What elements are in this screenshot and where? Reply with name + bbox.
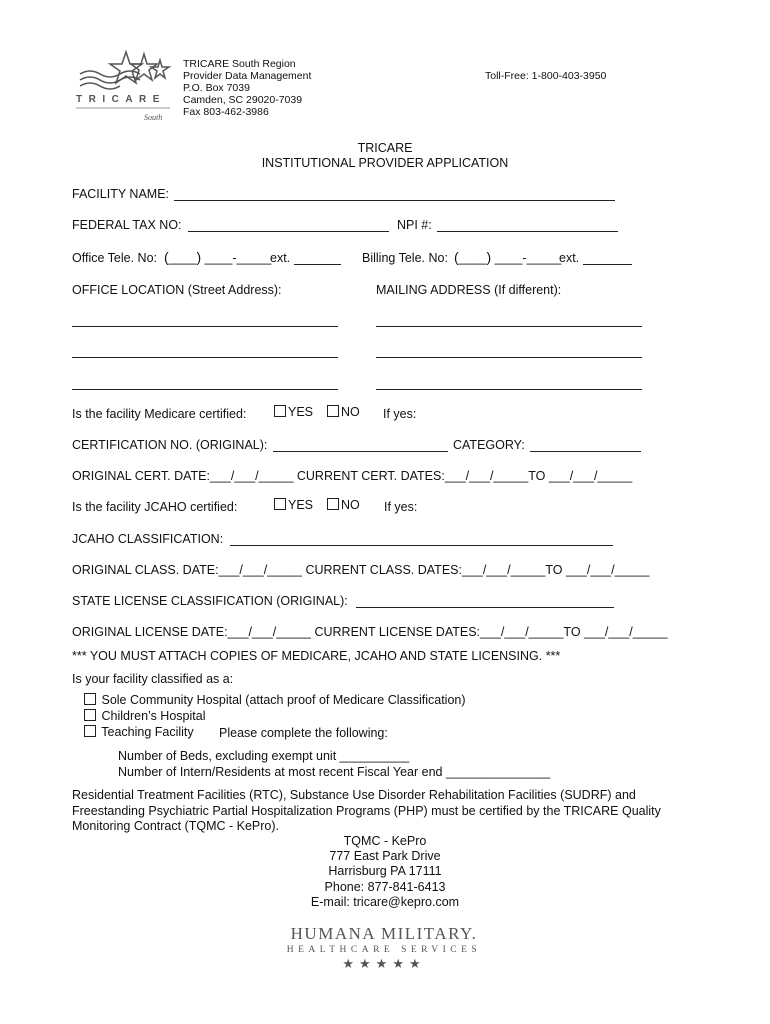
office-address-line[interactable] <box>72 357 338 358</box>
classified-question: Is your facility classified as a: <box>72 672 234 686</box>
brand-line2: HEALTHCARE SERVICES <box>286 945 482 955</box>
billing-tele-label: Billing Tele. No: <box>362 251 448 265</box>
checkbox[interactable] <box>84 709 96 721</box>
option-childrens-hospital[interactable]: Children’s Hospital <box>84 709 205 723</box>
cert-no-label: CERTIFICATION NO. (ORIGINAL): <box>72 438 268 452</box>
facility-name-label: FACILITY NAME: <box>72 187 170 201</box>
npi-field[interactable] <box>437 231 618 232</box>
contact-city: Harrisburg PA 17111 <box>328 864 442 879</box>
mailing-address-line[interactable] <box>376 326 642 327</box>
return-address <box>183 58 311 118</box>
humana-military-logo <box>284 924 484 972</box>
jcaho-class-label: JCAHO CLASSIFICATION: <box>72 532 224 546</box>
federal-tax-label: FEDERAL TAX NO: <box>72 218 182 232</box>
cert-no-field[interactable] <box>273 451 448 452</box>
attach-notice: *** YOU MUST ATTACH COPIES OF MEDICARE, JCAHO AND STATE LICENSING. *** <box>72 649 561 663</box>
certification-paragraph: Residential Treatment Facilities (RTC), Substance Use Disorder Rehabilitation Facilities (SUDRF) and Freestanding Psychiatric Partial Hospitalization Programs (PHP) must be certified by the TRICARE Quality Monitoring Contract (TQMC - KePro). <box>72 788 661 833</box>
cert-dates-row[interactable]: ORIGINAL CERT. DATE:___/___/_____ CURRENT CERT. DATES:___/___/_____TO ___/___/_____ <box>72 469 633 483</box>
billing-tele-field[interactable]: (____) ____-_____ <box>454 249 562 265</box>
billing-ext-label: ext. <box>559 251 580 265</box>
npi-label: NPI #: <box>397 218 432 232</box>
checkbox[interactable] <box>274 405 286 417</box>
medicare-question: Is the facility Medicare certified: <box>72 407 247 421</box>
state-license-label: STATE LICENSE CLASSIFICATION (ORIGINAL): <box>72 594 348 608</box>
medicare-yes-option[interactable]: YES <box>274 405 313 419</box>
office-address-line[interactable] <box>72 389 338 390</box>
checkbox[interactable] <box>274 498 286 510</box>
office-address-line[interactable] <box>72 326 338 327</box>
office-location-label: OFFICE LOCATION (Street Address): <box>72 283 282 297</box>
category-field[interactable] <box>530 451 641 452</box>
mailing-address-label: MAILING ADDRESS (If different): <box>376 283 562 297</box>
address-line: Fax 803-462-3986 <box>183 106 269 118</box>
billing-ext-field[interactable] <box>583 264 632 265</box>
please-complete: Please complete the following: <box>219 726 388 740</box>
toll-free-number: Toll-Free: 1-800-403-3950 <box>485 70 607 82</box>
mailing-address-line[interactable] <box>376 389 642 390</box>
brand-line1: HUMANA MILITARY. <box>290 924 478 943</box>
office-tele-field[interactable]: (____) ____-_____ <box>164 249 272 265</box>
svg-text:TRICARE: TRICARE <box>76 94 166 105</box>
checkbox[interactable] <box>84 725 96 737</box>
doc-title-line1: TRICARE <box>357 141 413 155</box>
office-tele-label: Office Tele. No: <box>72 251 157 265</box>
checkbox[interactable] <box>327 498 339 510</box>
category-label: CATEGORY: <box>453 438 525 452</box>
facility-name-field[interactable] <box>174 200 615 201</box>
medicare-no-option[interactable]: NO <box>327 405 360 419</box>
contact-street: 777 East Park Drive <box>329 849 441 864</box>
office-ext-field[interactable] <box>294 264 341 265</box>
medicare-if-yes: If yes: <box>383 407 417 421</box>
jcaho-question: Is the facility JCAHO certified: <box>72 500 238 514</box>
num-interns-field[interactable]: Number of Intern/Residents at most recent Fiscal Year end _______________ <box>118 765 551 779</box>
option-teaching-facility[interactable]: Teaching Facility <box>84 725 194 739</box>
contact-block <box>0 834 770 910</box>
license-dates-row[interactable]: ORIGINAL LICENSE DATE:___/___/_____ CURRENT LICENSE DATES:___/___/_____TO ___/___/_____ <box>72 625 668 639</box>
address-line: P.O. Box 7039 <box>183 82 250 94</box>
jcaho-yes-option[interactable]: YES <box>274 498 313 512</box>
option-sole-community[interactable]: Sole Community Hospital (attach proof of Medicare Classification) <box>84 693 466 707</box>
contact-name: TQMC - KePro <box>343 834 427 848</box>
jcaho-class-field[interactable] <box>230 545 613 546</box>
jcaho-if-yes: If yes: <box>384 500 418 514</box>
address-line: TRICARE South Region <box>183 58 296 70</box>
address-line: Camden, SC 29020-7039 <box>183 94 303 106</box>
federal-tax-field[interactable] <box>188 231 389 232</box>
doc-title-line2: INSTITUTIONAL PROVIDER APPLICATION <box>261 156 509 170</box>
office-ext-label: ext. <box>270 251 291 265</box>
tricare-logo <box>74 46 174 128</box>
state-license-field[interactable] <box>356 607 614 608</box>
address-line: Provider Data Management <box>183 70 312 82</box>
checkbox[interactable] <box>327 405 339 417</box>
mailing-address-line[interactable] <box>376 357 642 358</box>
contact-phone: Phone: 877-841-6413 <box>324 879 446 894</box>
jcaho-no-option[interactable]: NO <box>327 498 360 512</box>
checkbox[interactable] <box>84 693 96 705</box>
class-dates-row[interactable]: ORIGINAL CLASS. DATE:___/___/_____ CURRENT CLASS. DATES:___/___/_____TO ___/___/_____ <box>72 563 650 577</box>
num-beds-field[interactable]: Number of Beds, excluding exempt unit __________ <box>118 749 410 763</box>
svg-text:South: South <box>144 113 163 122</box>
star-icons: ★★★★★ <box>342 956 426 971</box>
contact-email: E-mail: tricare@kepro.com <box>310 894 460 909</box>
